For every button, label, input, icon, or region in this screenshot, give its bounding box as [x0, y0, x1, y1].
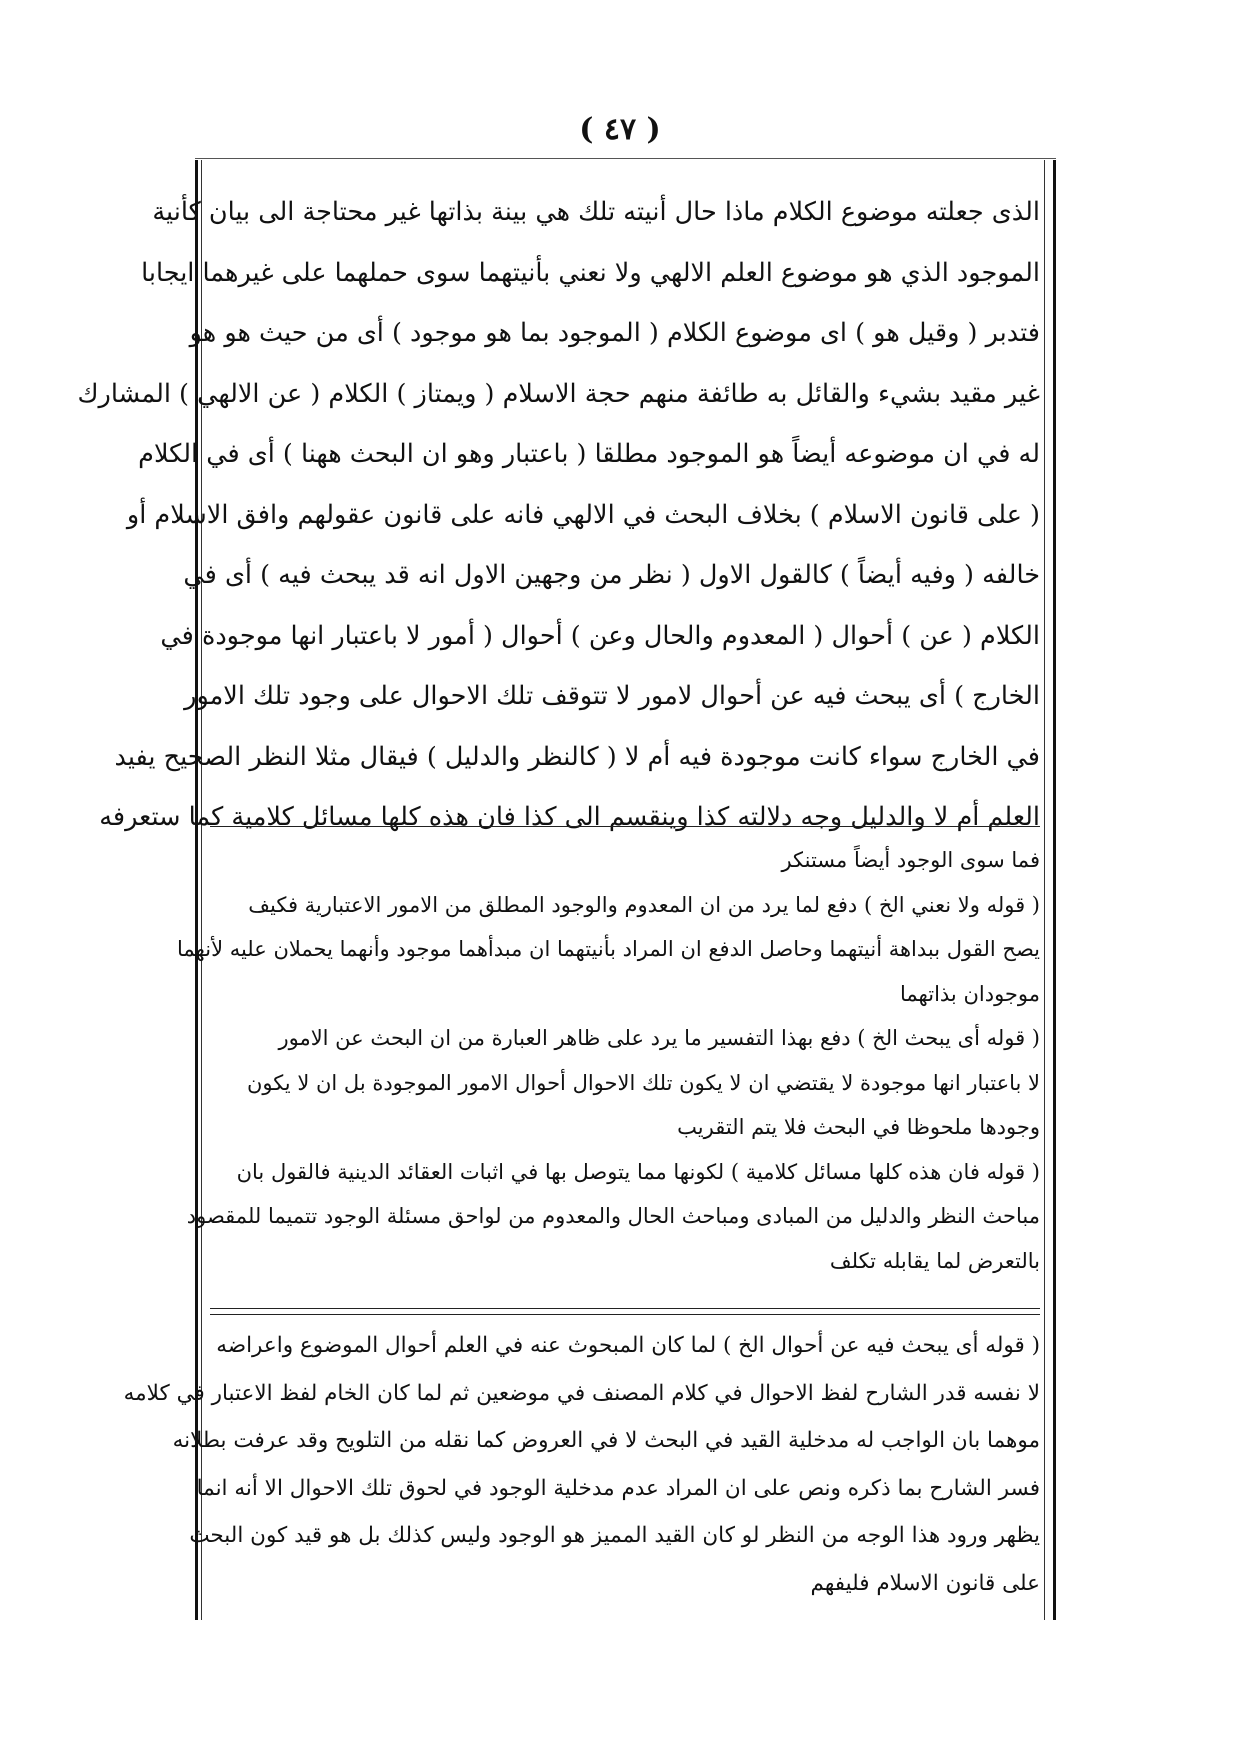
note-line: ( قوله أى يبحث الخ ) دفع بهذا التفسير ما يرد على ظاهر العبارة من ان البحث عن الامور [278, 1026, 1040, 1050]
main-text [77, 182, 1040, 848]
note-line: لا نفسه قدر الشارح لفظ الاحوال في كلام المصنف في موضعين ثم لما كان الخام لفظ الاعتبار في كلامه [123, 1380, 1040, 1406]
main-text-line: الكلام ( عن ) أحوال ( المعدوم والحال وعن ) أحوال ( أمور لا باعتبار انها موجودة في [160, 620, 1040, 651]
main-text-line: له في ان موضوعه أيضاً هو الموجود مطلقا ( باعتبار وهو ان البحث ههنا ) أى في الكلام [138, 439, 1040, 469]
note-line: موجودان بذاتهما [900, 981, 1040, 1006]
note-line: وجودها ملحوظا في البحث فلا يتم التقريب [677, 1115, 1040, 1139]
note-line: يصح القول ببداهة أنيتهما وحاصل الدفع ان المراد بأنيتهما ان مبدأهما موجود وأنهما يحملان عليه لأنهما [177, 937, 1040, 961]
main-text-line: الخارج ) أى يبحث فيه عن أحوال لامور لا تتوقف تلك الاحوال على وجود تلك الامور [184, 681, 1040, 711]
note-line: على قانون الاسلام فليفهم [810, 1570, 1040, 1596]
main-text-line: الذی جعلته موضوع الكلام ماذا حال أنیته تلك هي بينة بذاتها غير محتاجة الى بيان كأنية [152, 197, 1040, 227]
main-text-line: العلم أم لا والدليل وجه دلالته كذا وينقسم الى كذا فان هذه كلها مسائل كلامية كما ستعرفه [99, 802, 1040, 832]
note-line: فسر الشارح بما ذكره ونص على ان المراد عدم مدخلية الوجود في لحوق تلك الاحوال الا أنه انما [196, 1475, 1040, 1501]
section-divider-double-top [210, 1308, 1040, 1309]
page-number: ( ٤٧ ) [579, 112, 661, 147]
note-line: بالتعرض لما يقابله تكلف [829, 1248, 1040, 1273]
frame-inner-right-rule [1044, 160, 1046, 1620]
note-line: ( قوله فان هذه كلها مسائل كلامية ) لكونها مما يتوصل بها في اثبات العقائد الدينية فالقول بان [236, 1159, 1040, 1184]
main-text-line: الموجود الذي هو موضوع العلم الالهي ولا نعني بأنيتهما سوى حملهما على غيرهما ايجابا [141, 257, 1040, 288]
main-text-line: غير مقيد بشيء والقائل به طائفة منهم حجة الاسلام ( ويمتاز ) الكلام ( عن الالهي ) المشارك [77, 378, 1040, 409]
section-divider [210, 826, 1040, 827]
note-line: مباحث النظر والدليل من المبادى ومباحث الحال والمعدوم من لواحق مسئلة الوجود تتميما للمقصود [186, 1204, 1040, 1228]
main-text-line: ( على قانون الاسلام ) بخلاف البحث في الالهي فانه على قانون عقولهم وافق الاسلام أو [126, 499, 1040, 530]
commentary-notes-2 [123, 1322, 1040, 1607]
frame-top-rule [195, 158, 1056, 159]
note-line: لا باعتبار انها موجودة لا يقتضي ان لا يكون تلك الاحوال أحوال الامور الموجودة بل ان لا يكون [246, 1070, 1040, 1095]
section-divider-double-bottom [210, 1314, 1040, 1315]
main-text-line: فتدبر ( وقيل هو ) اى موضوع الكلام ( الموجود بما هو موجود ) أى من حيث هو هو [189, 318, 1040, 348]
main-text-line: في الخارج سواء كانت موجودة فيه أم لا ( كالنظر والدليل ) فيقال مثلا النظر الصحيح يفيد [114, 741, 1040, 772]
commentary-notes-1 [177, 838, 1040, 1283]
note-line: يظهر ورود هذا الوجه من النظر لو كان القيد المميز هو الوجود وليس كذلك بل هو قيد كون البحث [189, 1523, 1040, 1548]
note-line: موهما بان الواجب له مدخلية القيد في البحث لا في العروض كما نقله من التلويح وقد عرفت بطلانه [172, 1428, 1040, 1453]
main-text-line: خالفه ( وفيه أيضاً ) كالقول الاول ( نظر من وجهين الاول انه قد يبحث فيه ) أى في [183, 560, 1040, 590]
note-line: ( قوله أى يبحث فيه عن أحوال الخ ) لما كان المبحوث عنه في العلم أحوال الموضوع واعراضه [216, 1333, 1040, 1358]
note-line: ( قوله ولا نعني الخ ) دفع لما يرد من ان المعدوم والوجود المطلق من الامور الاعتبارية فكيف [248, 892, 1040, 917]
note-line: فما سوى الوجود أيضاً مستنكر [781, 848, 1040, 872]
